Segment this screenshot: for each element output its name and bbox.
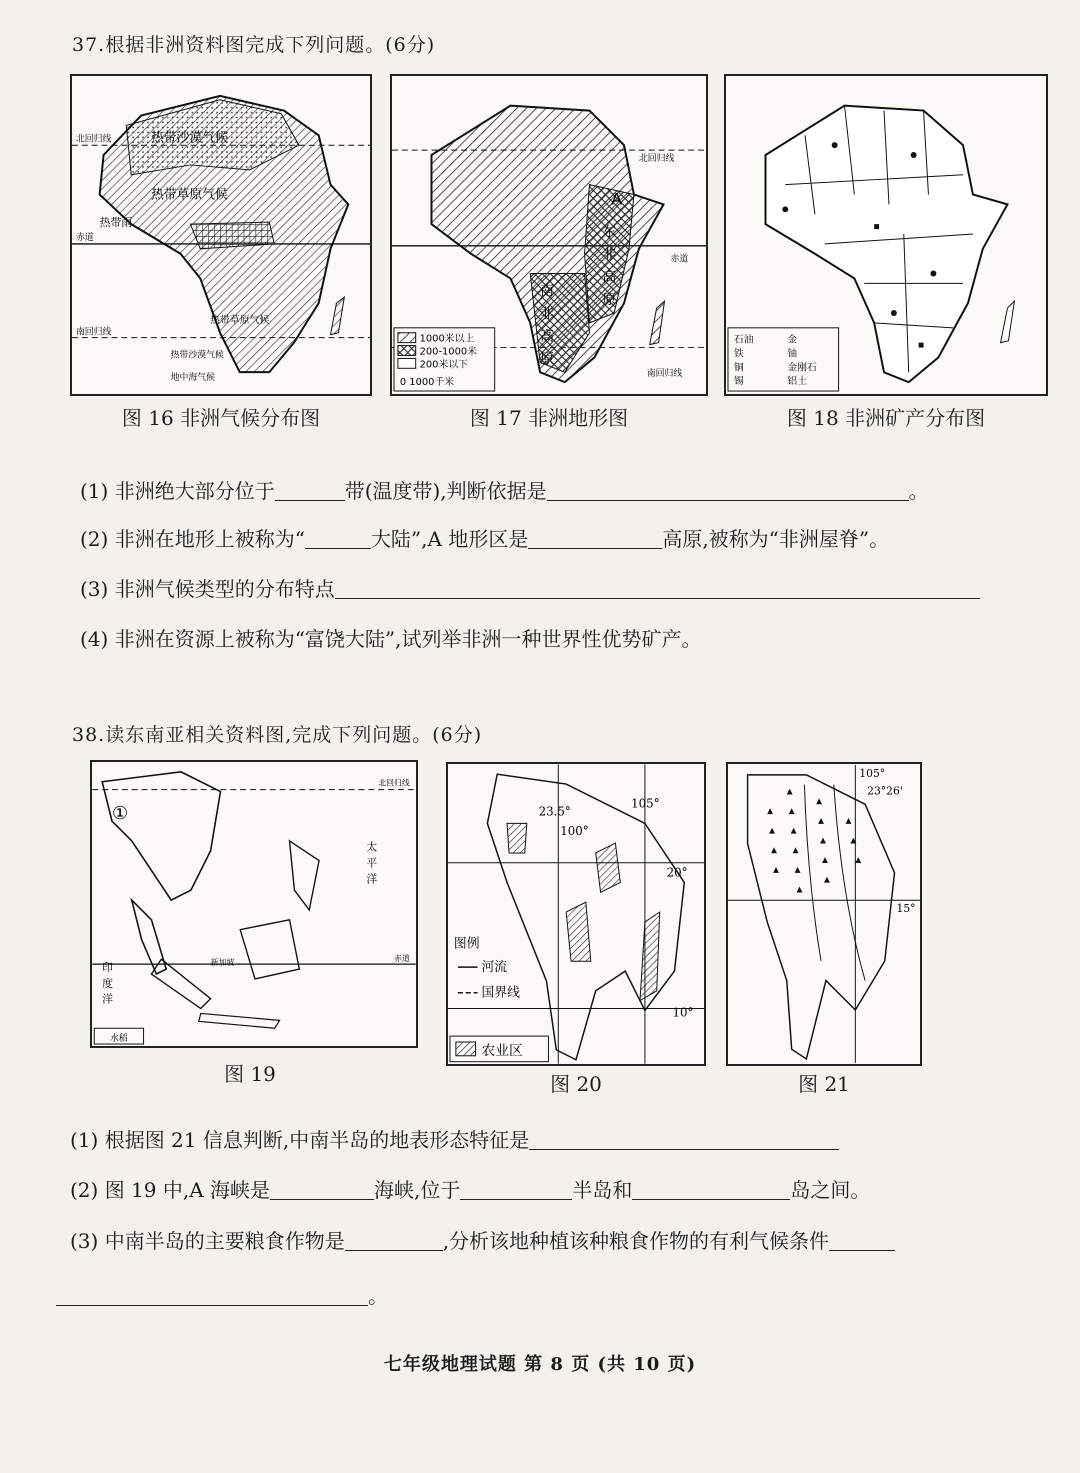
map-label: 南回归线 [75,327,112,338]
madagascar [650,301,665,344]
map-label: 23.5° [538,804,571,819]
scale-label: 0 1000千米 [399,377,455,389]
item-text: 半岛和 [572,1178,633,1202]
agriculture-area [596,843,621,892]
indochina-agriculture-map-svg [448,764,704,1064]
map-label: 赤道 [75,232,94,243]
answer-blank[interactable] [275,480,345,501]
q38-item-3 [70,1225,895,1254]
map-label: 赤道 [670,254,689,265]
map-label: 度 [102,976,113,990]
rainforest-zone [190,222,274,249]
figure-21-caption: 图 21 [798,1072,850,1096]
figure-19-southeast-asia-map [90,760,418,1048]
legend-label: 农业区 [481,1042,523,1059]
map-label: 北回归线 [638,153,675,164]
figure-17-caption: 图 17 非洲地形图 [469,406,629,430]
legend-label: 河流 [481,960,508,976]
legend-label: 铀 [787,348,798,360]
africa-minerals-map-svg [726,76,1046,394]
figure-20-caption: 图 20 [550,1072,602,1096]
item-number: (2) [70,1178,99,1202]
item-number: (1) [80,479,109,503]
legend-label: 铜 [733,362,744,374]
map-label: A [611,189,623,209]
map-label: 105° [859,766,886,780]
indochina-terrain-map-svg [728,764,920,1064]
map-label: 南 [540,283,554,300]
legend-label: 铁 [733,348,744,360]
item-number: (3) [70,1229,99,1253]
q37-item-1 [80,475,929,504]
agriculture-area [640,912,660,1001]
agriculture-area [566,902,591,961]
map-label: 洋 [102,992,113,1006]
item-text: ,分析该地种植该种粮食作物的有利气候条件 [442,1229,830,1253]
figure-19-caption: 图 19 [224,1062,276,1086]
madagascar [331,297,345,334]
item-number: (4) [80,627,109,651]
map-label: 热带沙漠气候 [170,350,224,361]
southeast-asia-map-svg [92,762,416,1046]
answer-blank[interactable] [335,578,980,599]
map-label: 热带草原气候 [150,187,228,203]
map-label: 高 [540,328,554,345]
map-label: 100° [560,824,589,839]
mountain-ranges [767,789,861,893]
java [199,1013,280,1028]
madagascar [1001,301,1015,342]
item-number: (3) [80,577,109,601]
map-label: 15° [896,902,916,916]
map-label: 热带沙漠气候 [150,130,228,146]
answer-blank[interactable] [56,1285,368,1306]
page-footer: 七年级地理试题 第 8 页 (共 10 页) [383,1354,697,1375]
map-label: 10° [672,1005,694,1020]
answer-blank[interactable] [528,528,662,549]
legend-label: 200米以下 [419,359,469,371]
figure-18-africa-minerals-map [724,74,1048,396]
minerals-legend [728,328,839,391]
map-label: 非 [602,246,617,263]
legend-label: 水稻 [110,1034,128,1045]
q38-item-1 [70,1124,839,1153]
answer-blank[interactable] [829,1230,895,1251]
map-label: 新加坡 [210,958,235,968]
item-text: 非洲气候类型的分布特点 [114,577,335,601]
figure-16-caption: 图 16 非洲气候分布图 [121,406,321,430]
legend-label: 金 [787,334,798,346]
answer-blank[interactable] [305,528,371,549]
item-text: 非洲在资源上被称为“富饶大陆”,试列举非洲一种世界性优势矿产。 [114,627,702,651]
africa-terrain-map-svg [392,76,706,394]
terrain-legend [394,328,495,391]
item-text: 图 19 中,A 海峡是 [104,1178,271,1202]
sumatra [151,959,210,1008]
map-label: ① [112,804,128,825]
item-text: 非洲在地形上被称为“ [114,527,305,551]
map-label: 23°26' [867,784,903,798]
item-text: 高原,被称为“非洲屋脊”。 [662,527,890,551]
agriculture-area [507,823,527,853]
answer-blank[interactable] [270,1179,374,1200]
philippines [290,841,320,910]
item-number: (1) [70,1128,99,1152]
legend-label: 石油 [733,334,754,346]
legend-label: 1000米以上 [419,333,475,345]
africa-climate-map-svg [72,76,370,394]
figure-20-indochina-agriculture-map [446,762,706,1066]
map-label: 高 [602,269,617,286]
malay-peninsula [132,900,167,974]
map-label: 20° [666,865,688,880]
map-label: 赤道 [394,954,410,964]
map-label: 洋 [366,872,378,886]
legend-label: 金刚石 [787,362,817,374]
item-text: 。 [908,479,929,503]
figure-18-caption: 图 18 非洲矿产分布图 [786,406,986,430]
map-label: 热带草原气候 [210,314,270,326]
answer-blank[interactable] [345,1230,443,1251]
figure-21-indochina-terrain-map [726,762,922,1066]
item-text: 海峡,位于 [374,1178,461,1202]
map-label: 原 [540,351,554,368]
legend-label: 铝土 [787,376,807,388]
question-37-heading: 37.根据非洲资料图完成下列问题。(6分) [72,34,436,56]
map-label: 北回归线 [75,134,112,145]
item-text: 中南半岛的主要粮食作物是 [104,1229,345,1253]
map-label: 非 [540,305,554,322]
question-38-heading: 38.读东南亚相关资料图,完成下列问题。(6分) [72,724,483,746]
figure-17-africa-terrain-map [390,74,708,396]
map-label: 105° [631,796,660,811]
map-label: 平 [366,856,378,870]
item-text: 非洲绝大部分位于 [114,479,275,503]
q37-item-3 [80,573,980,602]
item-number: (2) [80,527,109,551]
item-text: 带(温度带),判断依据是 [344,479,547,503]
figure-16-africa-climate-map [70,74,372,396]
answer-blank[interactable] [547,480,909,501]
legend-label: 锡 [733,376,744,388]
peninsula-outline [748,775,895,1059]
answer-blank[interactable] [632,1179,790,1200]
map-label: 南回归线 [646,369,683,380]
river [804,785,821,961]
q37-item-4 [80,623,702,652]
indochina-peninsula [102,772,220,900]
legend-title: 图例 [453,936,480,952]
legend-label: 国界线 [481,985,520,1001]
river [834,785,865,981]
map-label: 印 [102,961,113,975]
map-label: 热带雨 [99,216,133,230]
map-label: 原 [602,292,617,309]
answer-blank[interactable] [529,1129,839,1150]
q38-item-3-continuation [56,1280,388,1309]
item-text: 根据图 21 信息判断,中南半岛的地表形态特征是 [104,1128,530,1152]
item-text: 岛之间。 [790,1178,871,1202]
legend-label: 200-1000米 [419,346,477,358]
borneo [240,920,299,979]
map-label: 北回归线 [378,778,410,788]
q38-item-2 [70,1174,870,1203]
item-text: 大陆”,A 地形区是 [370,527,529,551]
q37-item-2 [80,523,889,552]
map-label: 地中海气候 [170,373,216,384]
answer-blank[interactable] [460,1179,572,1200]
map-label: 东 [602,223,617,240]
item-text: 。 [368,1284,388,1308]
map-label: 太 [366,840,378,854]
